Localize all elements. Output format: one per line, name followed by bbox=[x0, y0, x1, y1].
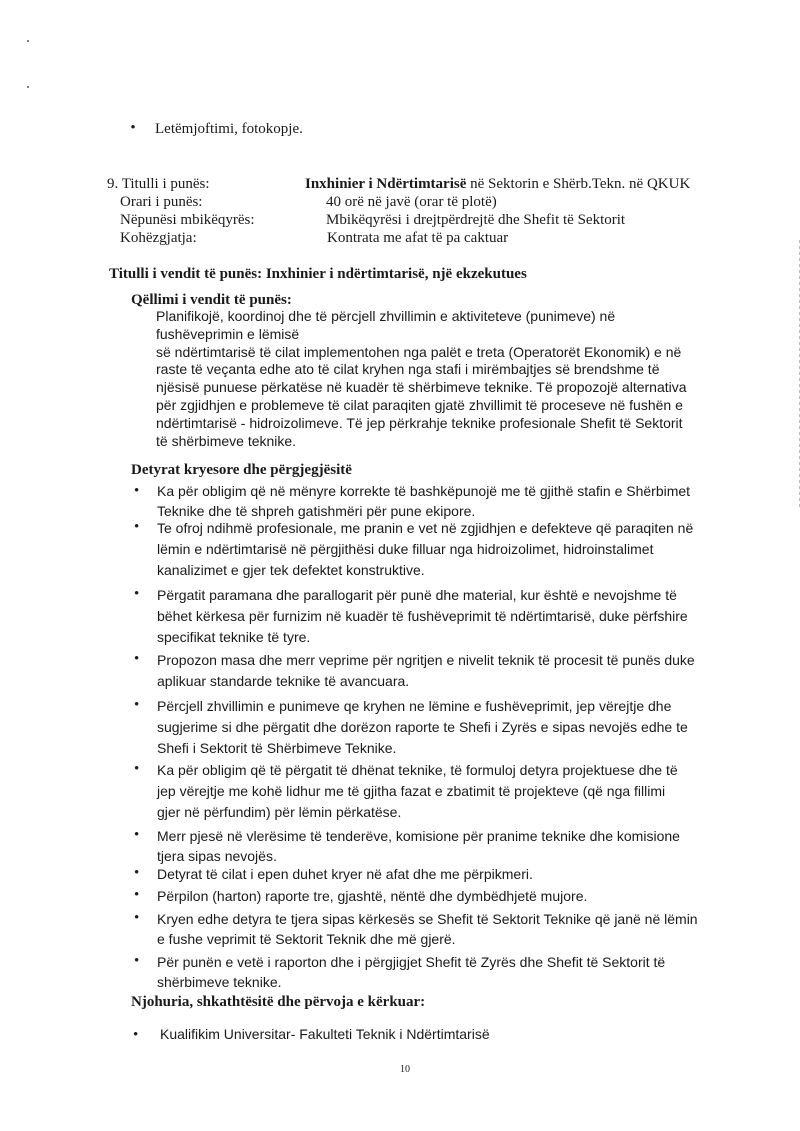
duty-item bbox=[157, 482, 717, 521]
duty-line: Përgatit paramana dhe parallogarit për punë dhe material, kur është e nevojshme të bbox=[157, 587, 677, 603]
job-title-value bbox=[305, 176, 690, 193]
duty-item bbox=[157, 826, 717, 866]
purpose-heading: Qëllimi i vendit të punës: bbox=[131, 292, 292, 308]
purpose-line: njësisë punuese përkatëse në kuadër të shërbimeve teknike. Të propozojë alternativa bbox=[156, 379, 687, 396]
duty-item bbox=[157, 952, 717, 992]
supervisor-value: Mbikëqyrësi i drejtpërdrejtë dhe Shefit të Sektorit bbox=[326, 212, 626, 228]
duty-line: Ka për obligim që të përgatit të dhënat teknike, të formuloj detyra projektuese dhe të bbox=[157, 762, 678, 778]
schedule-label: Orari i punës: bbox=[120, 194, 203, 210]
bullet-icon: • bbox=[134, 827, 140, 843]
duty-line: bëhet kërkesa për furnizim në kuadër të fushëveprimit të ndërtimtarisë, duke përfshire bbox=[157, 608, 688, 624]
duty-line: tjera sipas nevojës. bbox=[157, 848, 277, 864]
position-title: Titulli i vendit të punës: Inxhinier i ndërtimtarisë, një ekzekutues bbox=[109, 266, 527, 282]
duty-line: e fushe veprimit të Sektorit Teknik dhe më gjerë. bbox=[157, 931, 456, 947]
purpose-line: për zgjidhjen e problemeve të cilat paraqiten gjatë zhvillimit të proceseve në fushën e bbox=[156, 396, 683, 413]
bullet-icon: • bbox=[134, 953, 140, 969]
duty-item bbox=[157, 886, 717, 906]
duty-line: Merr pjesë në vlerësime të tenderëve, komisione për pranime teknike dhe komisione bbox=[157, 828, 680, 844]
supervisor-label: Nëpunësi mbikëqyrës: bbox=[120, 212, 255, 228]
purpose-line: të shërbimeve teknike. bbox=[156, 432, 297, 449]
knowledge-heading: Njohuria, shkathtësitë dhe përvoja e kërkuar: bbox=[131, 994, 426, 1010]
scan-speck bbox=[27, 86, 29, 88]
duration-label: Kohëzgjatja: bbox=[120, 230, 197, 246]
duty-line: Detyrat të cilat i epen duhet kryer në afat dhe me përpikmeri. bbox=[157, 866, 533, 882]
duty-line: Ka për obligim që në mënyre korrekte të bashkëpunojë me të gjithë stafin e Shërbimet bbox=[157, 483, 691, 499]
bullet-icon: • bbox=[134, 483, 140, 499]
duty-line: Propozon masa dhe merr veprime për ngritjen e nivelit teknik të procesit të punës duke bbox=[157, 652, 695, 668]
duty-item bbox=[157, 585, 717, 648]
scan-speck bbox=[27, 40, 29, 42]
job-title-rest: në Sektorin e Shërb.Tekn. në QKUK bbox=[466, 176, 691, 192]
knowledge-item: Kualifikim Universitar- Fakulteti Teknik i Ndërtimtarisë bbox=[160, 1026, 490, 1042]
bullet-icon: • bbox=[134, 586, 140, 602]
duty-line: Përpilon (harton) raporte tre, gjashtë, nëntë dhe dymbëdhjetë mujore. bbox=[157, 888, 588, 904]
duty-line: shërbimeve teknike. bbox=[157, 974, 282, 990]
schedule-value: 40 orë në javë (orar të plotë) bbox=[326, 194, 497, 210]
duty-item bbox=[157, 760, 717, 823]
top-list-item: Letëmjoftimi, fotokopje. bbox=[155, 121, 303, 137]
duty-line: Te ofroj ndihmë profesionale, me pranin e vet në zgjidhjen e defekteve që paraqiten në bbox=[157, 520, 694, 536]
purpose-line: Planifikojë, koordinoj dhe të përcjell zhvillimin e aktiviteteve (punimeve) në bbox=[156, 308, 616, 324]
bullet-icon: • bbox=[134, 519, 140, 535]
purpose-line: së ndërtimtarisë të cilat implementohen nga palët e treta (Operatorët Ekonomik) e në bbox=[156, 343, 682, 360]
duty-line: specifikat teknike të tyre. bbox=[157, 629, 311, 645]
bullet-icon: • bbox=[134, 887, 140, 903]
duty-line: lëmin e ndërtimtarisë në përgjithësi duke filluar nga hidroizolimet, hidroinstalimet bbox=[157, 541, 654, 557]
duty-item bbox=[157, 650, 717, 692]
duty-line: gjer në përfundim) për lëmin përkatëse. bbox=[157, 804, 402, 820]
duty-line: jep vërejtje me kohë lidhur me të gjitha fazat e zbatimit të projekteve (që nga fillimi bbox=[157, 783, 666, 799]
duty-line: kanalizimet e gjer tek defektet konstruktive. bbox=[157, 562, 425, 578]
bullet-icon: • bbox=[134, 910, 140, 926]
duty-line: Kryen edhe detyra te tjera sipas kërkesës se Shefit të Sektorit Teknike që janë në lëmin bbox=[157, 911, 698, 927]
duty-line: aplikuar standarde teknike të avancuara. bbox=[157, 673, 410, 689]
bullet-icon: • bbox=[134, 761, 140, 777]
bullet-icon: • bbox=[134, 651, 140, 667]
duty-item bbox=[157, 864, 717, 884]
purpose-line: ndërtimtarisë - hidroizolimeve. Të jep përkrahje teknike profesionale Shefit të Sektorit bbox=[156, 414, 683, 431]
duty-line: Përcjell zhvillimin e punimeve qe kryhen ne lëmine e fushëveprimit, jep vërejtje dhe bbox=[157, 698, 672, 714]
duty-item bbox=[157, 518, 717, 581]
job-title-label: 9. Titulli i punës: bbox=[107, 176, 210, 192]
duty-line: Shefi i Sektorit të Shërbimeve Teknike. bbox=[157, 740, 397, 756]
bullet-icon: • bbox=[130, 120, 136, 136]
duty-item bbox=[157, 909, 717, 949]
duty-line: Për punën e vetë i raporton dhe i përgjigjet Shefit të Zyrës dhe Shefit të Sektorit të bbox=[157, 954, 666, 970]
bullet-icon: • bbox=[133, 1027, 139, 1043]
bullet-icon: • bbox=[134, 865, 140, 881]
page-number: 10 bbox=[400, 1064, 410, 1075]
bullet-icon: • bbox=[134, 697, 140, 713]
purpose-text bbox=[156, 308, 716, 450]
duty-line: sugjerime si dhe përgatit dhe dorëzon raporte te Shefi i Zyrës e sipas nevojës edhe te bbox=[157, 719, 688, 735]
purpose-line: raste të veçanta edhe ato të cilat kryhen nga stafi i mirëmbajtjes së brendshme të bbox=[156, 361, 660, 378]
duty-item bbox=[157, 696, 717, 759]
purpose-line: fushëveprimin e lëmisë bbox=[156, 325, 300, 342]
duty-line: Teknike dhe të shpreh gatishmëri për pune ekipore. bbox=[157, 502, 476, 519]
job-title-bold: Inxhinier i Ndërtimtarisë bbox=[305, 176, 467, 192]
duration-value: Kontrata me afat të pa caktuar bbox=[327, 230, 509, 246]
duties-heading: Detyrat kryesore dhe përgjegjësitë bbox=[131, 462, 352, 478]
